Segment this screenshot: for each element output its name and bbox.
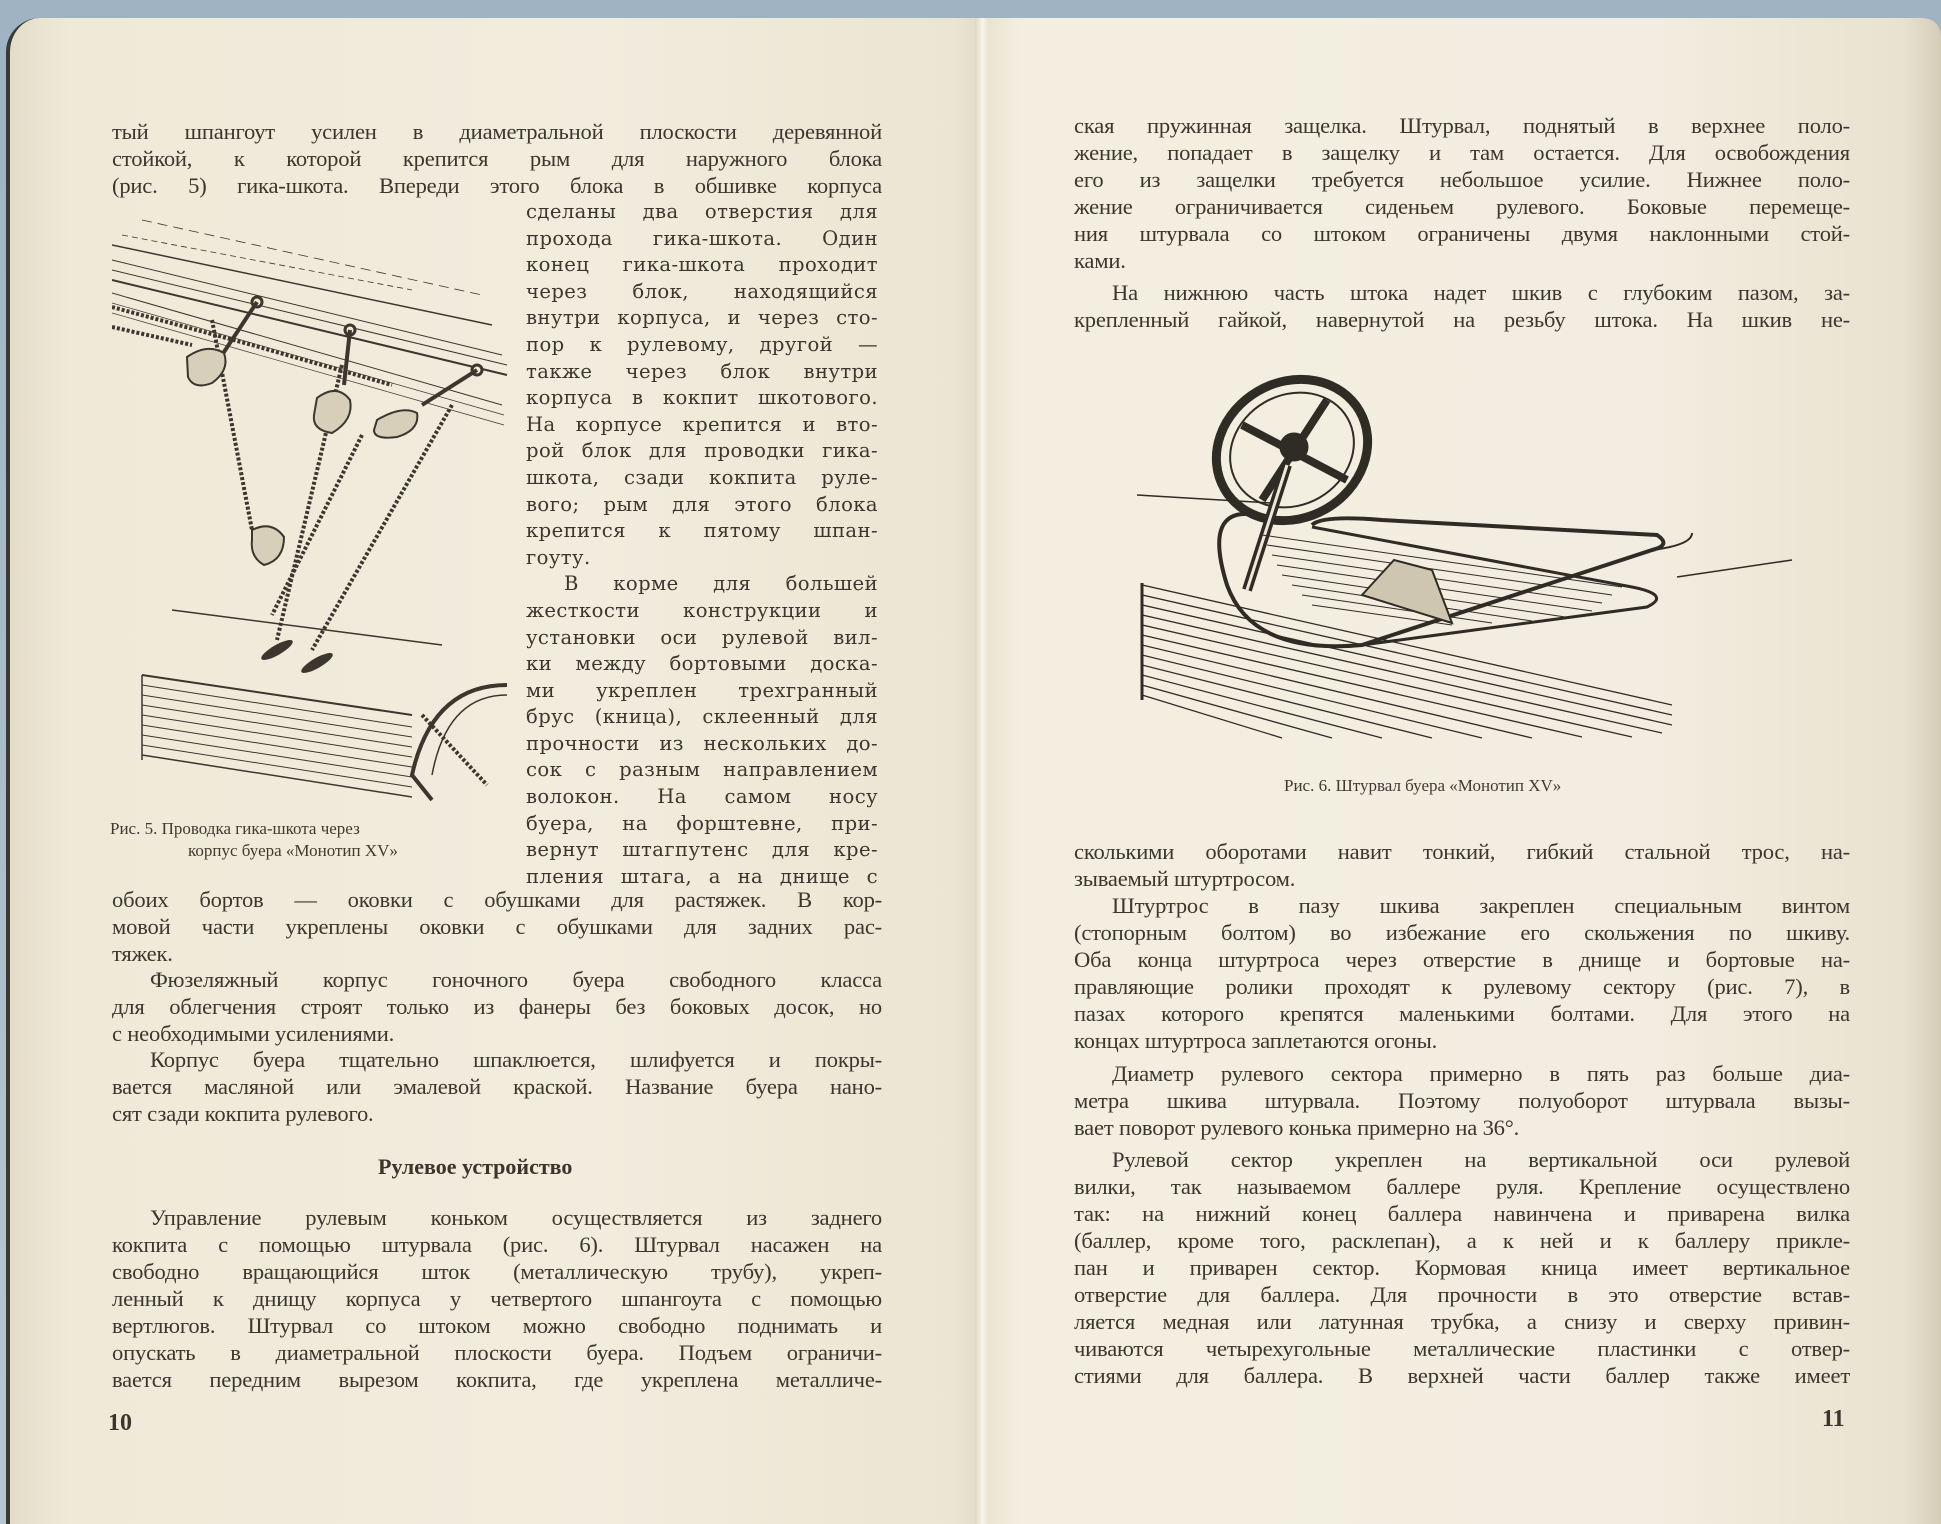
right-paragraph-pulley: [1074, 279, 1850, 333]
text-line: В корме для большей: [564, 572, 878, 596]
text-line: буера, на форштевне, при-: [526, 811, 878, 835]
text-line: пор к рулевому, другой —: [526, 332, 878, 356]
text-line: (стопорным болтом) во избежание его скольжения по шкиву.: [1074, 920, 1850, 945]
text-line: рой блок для проводки гика-: [526, 439, 878, 463]
text-line: На корпусе крепится и вто-: [526, 412, 878, 436]
text-line: тый шпангоут усилен в диаметральной плоскости деревянной: [112, 119, 882, 144]
page-number-right: 11: [1822, 1406, 1845, 1432]
steering-wheel-illustration: [1132, 355, 1812, 755]
text-line: вернут штагпутенс для кре-: [526, 838, 878, 862]
text-line: зываемый штуртросом.: [1074, 866, 1296, 891]
text-line: (рис. 5) гика-шкота. Впереди этого блока в обшивке корпуса: [112, 173, 882, 198]
text-line: ками.: [1074, 248, 1126, 273]
right-paragraph-cable-fix: [1074, 892, 1850, 1054]
caption-line: корпус буера «Монотип XV»: [188, 841, 398, 860]
text-line: корпуса в кокпит шкотового.: [526, 386, 878, 410]
page-number-left: 10: [108, 1410, 132, 1436]
text-line: прочности из нескольких до-: [526, 731, 878, 755]
text-line: свободно вращающийся шток (металлическую трубу), укреп-: [112, 1259, 882, 1284]
text-line: вает поворот рулевого конька примерно на 36°.: [1074, 1115, 1520, 1140]
text-line: прохода гика-шкота. Один: [526, 226, 878, 250]
text-line: концах штуртроса заплетаются огоны.: [1074, 1028, 1438, 1053]
text-line: сок с разным направлением: [526, 758, 878, 782]
text-line: его из защелки требуется небольшое усилие. Нижнее поло-: [1074, 167, 1850, 192]
text-line: ленный к днищу корпуса у четвертого шпангоута с помощью: [112, 1286, 882, 1311]
text-line: тяжек.: [112, 941, 173, 966]
caption-line: Рис. 5. Проводка гика-шкота через: [110, 819, 360, 838]
text-line: чиваются четырехугольные металлические пластинки с отвер-: [1074, 1336, 1850, 1361]
left-paragraph-fittings: [112, 886, 882, 967]
book-gutter: [975, 18, 989, 1524]
text-line: Штуртрос в пазу шкива закреплен специальным винтом: [1112, 893, 1850, 918]
figure-6-caption: Рис. 6. Штурвал буера «Монотип XV»: [1284, 776, 1562, 795]
text-line: брус (кница), склеенный для: [526, 705, 878, 729]
text-line: кокпита с помощью штурвала (рис. 6). Штурвал насажен на: [112, 1232, 882, 1257]
text-line: установки оси рулевой вил-: [526, 625, 878, 649]
left-top-paragraph: [112, 118, 882, 199]
text-line: мовой части укреплены оковки с обушками для задних рас-: [112, 914, 882, 939]
text-line: для облегчения строят только из фанеры без боковых досок, но: [112, 994, 882, 1019]
text-line: жение ограничивается сиденьем рулевого. Боковые перемеще-: [1074, 194, 1850, 219]
text-line: вого; рым для этого блока: [526, 492, 878, 516]
text-line: ния штурвала со штоком ограничены двумя наклонными стой-: [1074, 221, 1850, 246]
figure-6-steering-wheel: [1132, 355, 1812, 755]
text-line: На нижнюю часть штока надет шкив с глубоким пазом, за-: [1112, 280, 1850, 305]
right-paragraph-latch: [1074, 112, 1850, 274]
text-line: шкота, сзади кокпита руле-: [526, 465, 878, 489]
text-line: внутри корпуса, и через сто-: [526, 306, 878, 330]
right-paragraph-cable: [1074, 838, 1850, 892]
right-paragraph-diameter: [1074, 1060, 1850, 1141]
left-side-column: [526, 199, 878, 890]
text-line: вается масляной или эмалевой краской. Название буера нано-: [112, 1074, 882, 1099]
left-paragraph-steering: [112, 1204, 882, 1393]
left-paragraph-fuselage: [112, 966, 882, 1047]
text-line: конец гика-шкота проходит: [526, 253, 878, 277]
text-line: ская пружинная защелка. Штурвал, поднятый в верхнее поло-: [1074, 113, 1850, 138]
text-line: волокон. На самом носу: [526, 785, 878, 809]
text-line: также через блок внутри: [526, 359, 878, 383]
text-line: Оба конца штуртроса через отверстие в днище и бортовые на-: [1074, 947, 1850, 972]
text-line: пан и приварен сектор. Кормовая кница имеет вертикальное: [1074, 1255, 1850, 1280]
text-line: крепится к пятому шпан-: [526, 519, 878, 543]
text-line: (баллер, кроме того, расклепан), а к ней и к баллеру прикле-: [1074, 1228, 1850, 1253]
text-line: сят сзади кокпита рулевого.: [112, 1101, 374, 1126]
text-line: вертлюгов. Штурвал со штоком можно свободно поднимать и: [112, 1313, 882, 1338]
text-line: стойкой, к которой крепится рым для наружного блока: [112, 146, 882, 171]
figure-5-boom-sheet-routing: [112, 215, 512, 805]
text-line: обоих бортов — оковки с обушками для растяжек. В кор-: [112, 887, 882, 912]
text-line: правляющие ролики проходят к рулевому сектору (рис. 7), в: [1074, 974, 1850, 999]
text-line: пления штага, а на днище с: [526, 864, 878, 888]
section-heading-steering: Рулевое устройство: [378, 1154, 573, 1179]
text-line: вилки, так называемом баллере руля. Крепление осуществлено: [1074, 1174, 1850, 1199]
text-line: стиями для баллера. В верхней части баллер также имеет: [1074, 1363, 1850, 1388]
text-line: жение, попадает в защелку и там остается. Для освобождения: [1074, 140, 1850, 165]
text-line: пазах которого крепятся маленькими болтами. Для этого на: [1074, 1001, 1850, 1026]
right-paragraph-sector: [1074, 1146, 1850, 1389]
text-line: жесткости конструкции и: [526, 598, 878, 622]
text-line: с необходимыми усилениями.: [112, 1021, 395, 1046]
text-line: ляется медная или латунная трубка, а снизу и сверху привин-: [1074, 1309, 1850, 1334]
text-line: ки между бортовыми доска-: [526, 652, 878, 676]
text-line: Рулевой сектор укреплен на вертикальной оси рулевой: [1112, 1147, 1850, 1172]
text-line: ми укреплен трехгранный: [526, 678, 878, 702]
text-line: вается передним вырезом кокпита, где укреплена металличе-: [112, 1367, 882, 1392]
text-line: так: на нижний конец баллера навинчена и приварена вилка: [1074, 1201, 1850, 1226]
text-line: Фюзеляжный корпус гоночного буера свободного класса: [150, 967, 882, 992]
text-line: метра шкива штурвала. Поэтому полуоборот штурвала вызы-: [1074, 1088, 1850, 1113]
text-line: сколькими оборотами навит тонкий, гибкий стальной трос, на-: [1074, 839, 1850, 864]
figure-5-caption: [110, 818, 502, 862]
text-line: опускать в диаметральной плоскости буера. Подъем ограничи-: [112, 1340, 882, 1365]
rope-blocks-illustration: [112, 215, 512, 805]
text-line: через блок, находящийся: [526, 279, 878, 303]
text-line: Управление рулевым коньком осуществляется из заднего: [150, 1205, 882, 1230]
left-paragraph-finish: [112, 1046, 882, 1127]
text-line: Корпус буера тщательно шпаклюется, шлифуется и покры-: [150, 1047, 882, 1072]
text-line: гоуту.: [526, 545, 591, 569]
text-line: Диаметр рулевого сектора примерно в пять раз больше диа-: [1112, 1061, 1850, 1086]
text-line: крепленный гайкой, навернутой на резьбу штока. На шкив не-: [1074, 307, 1850, 332]
text-line: отверстие для баллера. Для прочности в это отверстие встав-: [1074, 1282, 1850, 1307]
text-line: сделаны два отверстия для: [526, 200, 878, 223]
